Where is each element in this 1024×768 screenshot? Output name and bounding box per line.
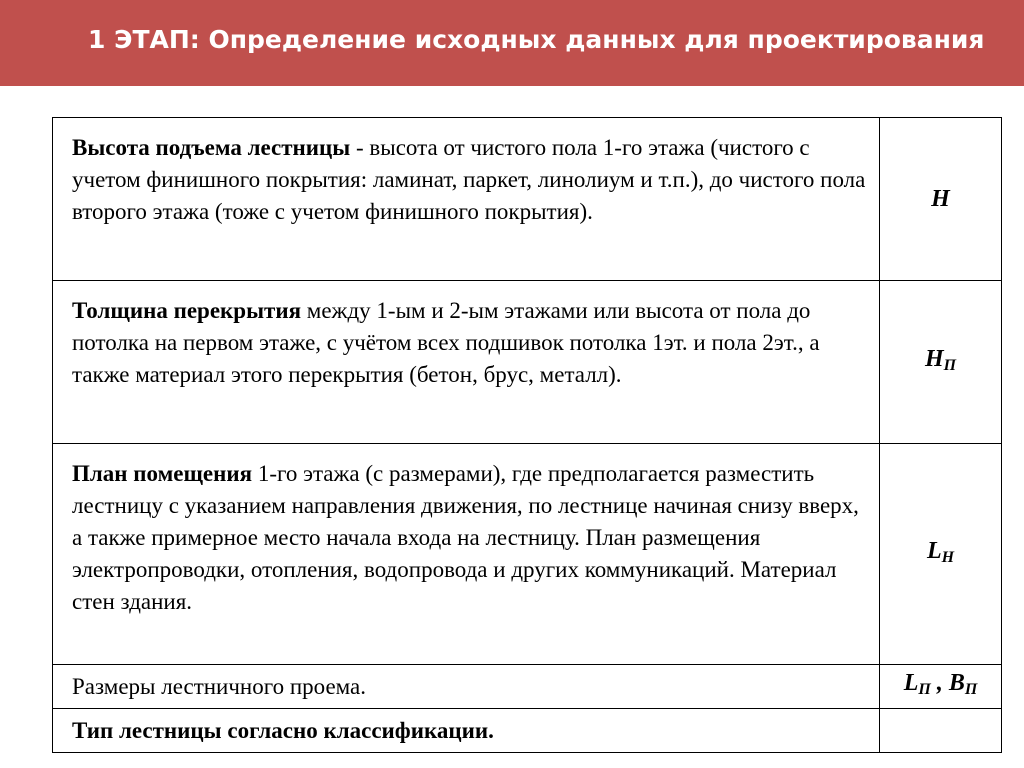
table-row <box>53 709 1002 753</box>
table-row <box>53 665 1002 709</box>
symbol-cell <box>880 444 1002 665</box>
symbol: L <box>903 670 919 696</box>
table-row <box>53 118 1002 281</box>
symbol: H <box>931 186 950 212</box>
symbol-subscript: П <box>943 356 957 374</box>
slide-title: 1 ЭТАП: Определение исходных данных для проектирования <box>88 25 985 54</box>
symbol-cell <box>880 118 1002 281</box>
symbol-separator: , <box>930 670 949 696</box>
parameters-table <box>52 117 1002 753</box>
definition: Размеры лестничного проема. <box>72 674 367 699</box>
definition: - высота от чистого пола 1-го этажа (чистого с учетом финишного покрытия: ламинат, паркет, линолиум и т.п.), до чистого пола второго этажа (тоже с учетом финишного покрытия). <box>72 135 866 224</box>
symbol-cell <box>880 665 1002 709</box>
term: Высота подъема лестницы <box>72 135 351 160</box>
definition: 1-го этажа (с размерами), где предполагается разместить лестницу с указанием направления движения, по лестнице начиная снизу вверх, а также примерное место начала входа на лестницу. План размещения электропроводки, отопления, водопровода и других коммуникаций. Материал стен здания. <box>72 461 859 614</box>
symbol-cell <box>880 709 1002 753</box>
table-row <box>53 444 1002 665</box>
symbol-subscript: П <box>964 681 978 698</box>
table-row <box>53 281 1002 444</box>
definition: между 1-ым и 2-ым этажами или высота от пола до потолка на первом этаже, с учётом всех подшивок потолка 1эт. и пола 2эт., а также материал этого перекрытия (бетон, брус, металл). <box>72 298 820 387</box>
term: Толщина перекрытия <box>72 298 302 323</box>
description-cell <box>53 118 880 281</box>
term: План помещения <box>72 461 253 486</box>
symbol-subscript: П <box>918 681 931 698</box>
description-cell <box>53 709 880 753</box>
symbol-cell <box>880 281 1002 444</box>
symbol: B <box>948 670 965 696</box>
symbol: H <box>924 345 944 372</box>
description-cell <box>53 444 880 665</box>
slide-header <box>0 0 1024 86</box>
symbol-subscript: H <box>941 548 955 566</box>
description-cell <box>53 665 880 709</box>
term: Тип лестницы согласно классификации. <box>72 718 494 743</box>
description-cell <box>53 281 880 444</box>
symbol: L <box>926 537 942 564</box>
